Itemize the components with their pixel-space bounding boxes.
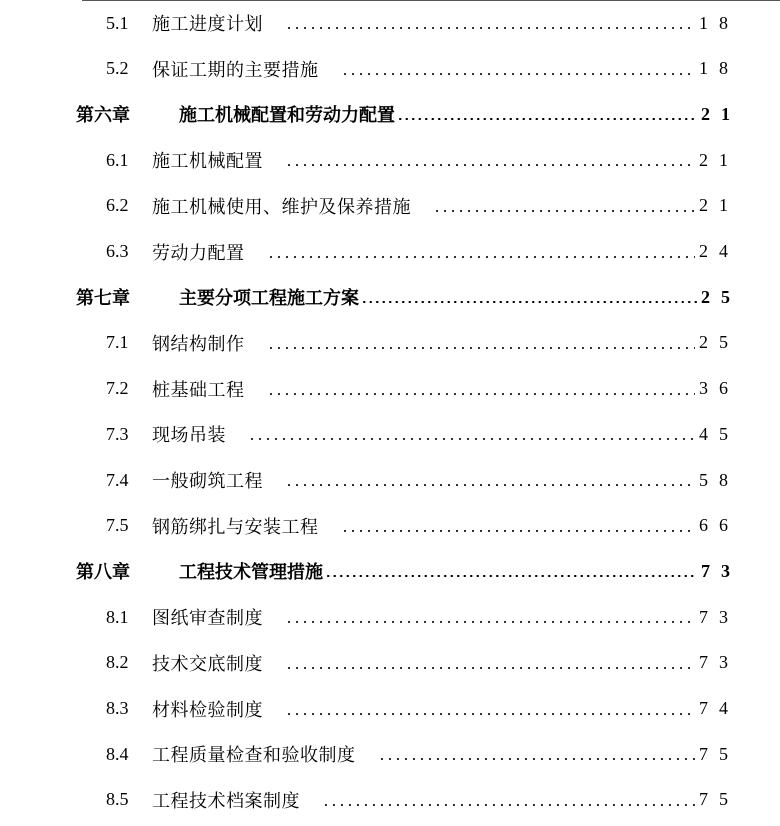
toc-page-number: 24 bbox=[699, 241, 739, 261]
toc-section-number: 6.1 bbox=[106, 149, 129, 170]
toc-entry-row[interactable] bbox=[0, 328, 780, 358]
toc-entry-row[interactable] bbox=[0, 465, 780, 495]
toc-section-number: 6.2 bbox=[106, 195, 129, 216]
toc-entry-title: 施工进度计划 bbox=[152, 14, 263, 35]
toc-section-number: 7.4 bbox=[106, 469, 129, 490]
toc-dot-leader bbox=[285, 27, 695, 29]
toc-entry-title: 钢结构制作 bbox=[152, 333, 245, 355]
toc-page-number: 18 bbox=[699, 12, 739, 33]
toc-page-number: 75 bbox=[699, 789, 739, 810]
toc-section-number: 8.3 bbox=[106, 698, 129, 718]
toc-dot-leader bbox=[341, 530, 695, 532]
toc-section-number: 8.1 bbox=[106, 606, 129, 627]
toc-dot-leader bbox=[285, 484, 695, 486]
toc-page-number: 21 bbox=[699, 195, 739, 216]
toc-section-number: 8.5 bbox=[106, 789, 129, 810]
toc-page-number: 58 bbox=[699, 469, 739, 490]
toc-dot-leader bbox=[378, 758, 695, 760]
toc-chapter-number: 第六章 bbox=[76, 105, 130, 127]
toc-entry-title: 工程技术档案制度 bbox=[152, 790, 300, 812]
toc-entry-row[interactable] bbox=[0, 648, 780, 678]
toc-page-number: 25 bbox=[699, 332, 739, 353]
toc-entry-title: 技术交底制度 bbox=[152, 653, 263, 675]
toc-entry-row[interactable] bbox=[0, 374, 780, 404]
toc-entry-title: 钢筋绑扎与安装工程 bbox=[152, 516, 319, 538]
toc-entry-row[interactable] bbox=[0, 419, 780, 449]
toc-entry-row[interactable] bbox=[0, 785, 780, 815]
toc-page-number: 25 bbox=[701, 286, 741, 307]
toc-section-number: 8.4 bbox=[106, 743, 129, 764]
toc-entry-title: 一般砌筑工程 bbox=[152, 471, 263, 492]
toc-chapter-row[interactable] bbox=[0, 556, 780, 586]
toc-entry-row[interactable] bbox=[0, 8, 780, 38]
toc-entry-title: 施工机械配置 bbox=[152, 151, 263, 173]
toc-chapter-number: 第八章 bbox=[76, 562, 130, 584]
toc-section-number: 5.2 bbox=[106, 58, 129, 79]
toc-section-number: 8.2 bbox=[106, 652, 129, 673]
toc-chapter-row[interactable] bbox=[0, 99, 780, 129]
toc-chapter-number: 第七章 bbox=[76, 288, 130, 310]
toc-entry-row[interactable] bbox=[0, 739, 780, 769]
toc-chapter-row[interactable] bbox=[0, 282, 780, 312]
toc-section-number: 5.1 bbox=[106, 12, 129, 33]
toc-entry-row[interactable] bbox=[0, 54, 780, 84]
toc-page-number: 21 bbox=[701, 103, 741, 124]
toc-dot-leader bbox=[248, 438, 695, 440]
toc-page-number: 74 bbox=[699, 698, 739, 718]
toc-dot-leader bbox=[341, 73, 695, 75]
toc-dot-leader bbox=[285, 164, 695, 166]
toc-page-number: 36 bbox=[699, 378, 739, 399]
toc-page-number: 73 bbox=[701, 560, 741, 581]
toc-entry-title: 工程质量检查和验收制度 bbox=[152, 745, 356, 767]
toc-entry-title: 图纸审查制度 bbox=[152, 608, 263, 630]
toc-entry-title: 劳动力配置 bbox=[152, 242, 245, 264]
toc-section-number: 7.2 bbox=[106, 378, 129, 399]
toc-entry-title: 材料检验制度 bbox=[152, 699, 263, 721]
toc-page-number: 18 bbox=[699, 58, 739, 79]
toc-section-number: 7.1 bbox=[106, 332, 129, 353]
toc-page-number: 73 bbox=[699, 606, 739, 627]
toc-section-number: 7.5 bbox=[106, 515, 129, 536]
toc-section-number: 6.3 bbox=[106, 241, 129, 261]
toc-entry-row[interactable] bbox=[0, 694, 780, 724]
toc-dot-leader bbox=[397, 118, 697, 120]
toc-page-number: 45 bbox=[699, 423, 739, 444]
toc-page-number: 66 bbox=[699, 515, 739, 536]
toc-dot-leader bbox=[325, 575, 697, 577]
toc-entry-row[interactable] bbox=[0, 145, 780, 175]
toc-entry-title: 施工机械配置和劳动力配置 bbox=[179, 105, 395, 127]
toc-entry-row[interactable] bbox=[0, 602, 780, 632]
toc-entry-row[interactable] bbox=[0, 191, 780, 221]
toc-entry-title: 现场吊装 bbox=[152, 425, 226, 447]
toc-page-number: 21 bbox=[699, 149, 739, 170]
toc-section-number: 7.3 bbox=[106, 423, 129, 444]
toc-entry-row[interactable] bbox=[0, 511, 780, 541]
toc-entry-title: 施工机械使用、维护及保养措施 bbox=[152, 196, 411, 218]
toc-entry-row[interactable] bbox=[0, 237, 780, 267]
toc-dot-leader bbox=[285, 621, 695, 623]
toc-entry-title: 主要分项工程施工方案 bbox=[179, 288, 359, 310]
top-rule bbox=[82, 0, 780, 1]
toc-page-number: 73 bbox=[699, 652, 739, 673]
toc-dot-leader bbox=[285, 667, 695, 669]
toc-dot-leader bbox=[433, 210, 695, 212]
toc-entry-title: 保证工期的主要措施 bbox=[152, 59, 319, 81]
toc-dot-leader bbox=[285, 713, 695, 715]
toc-dot-leader bbox=[267, 256, 695, 258]
toc-entry-title: 工程技术管理措施 bbox=[179, 562, 323, 584]
toc-page-number: 75 bbox=[699, 743, 739, 764]
toc-dot-leader bbox=[267, 347, 695, 349]
toc-dot-leader bbox=[361, 301, 697, 303]
toc-dot-leader bbox=[322, 804, 695, 806]
toc-entry-title: 桩基础工程 bbox=[152, 379, 245, 401]
toc-dot-leader bbox=[267, 393, 695, 395]
